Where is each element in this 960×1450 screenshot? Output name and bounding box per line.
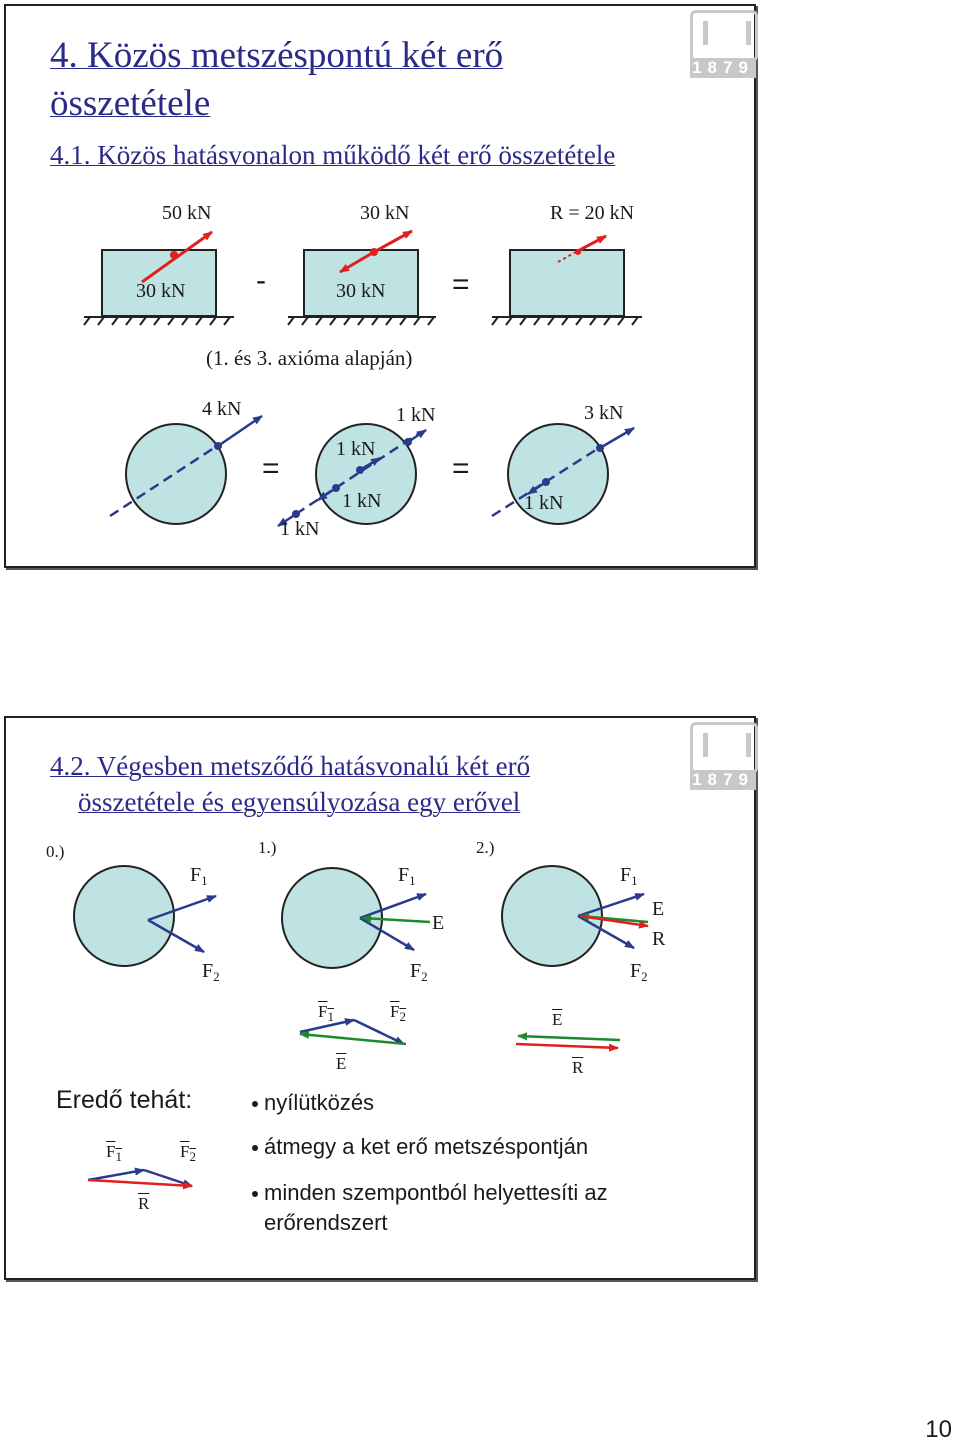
case2-f1: $F_1$ <box>620 864 638 888</box>
bullet-dot-icon <box>252 1191 258 1197</box>
poly1-f2: $F_2$ <box>390 1002 406 1024</box>
bullet-2: átmegy a ket erő metszéspontján <box>252 1134 588 1160</box>
force-pair-2 <box>516 1036 620 1048</box>
case2-e: E <box>652 898 665 920</box>
case0-f1: $F_1$ <box>190 864 208 888</box>
case-2-label: 2.) <box>476 838 495 857</box>
result-polygon <box>88 1170 192 1186</box>
case1-e: E <box>432 912 445 934</box>
case1-f2: $F_2$ <box>410 960 428 984</box>
bullet-dot-icon <box>252 1101 258 1107</box>
page-number: 10 <box>925 1416 952 1443</box>
result-label: Eredő tehát: <box>56 1086 193 1114</box>
pair2-r: $\overline{R}$ <box>572 1058 584 1077</box>
poly1-f1: $F_1$ <box>318 1002 334 1024</box>
title-line-2: összetétele és egyensúlyozása egy erővel <box>78 787 521 817</box>
bullet-3-continuation: erőrendszert <box>264 1210 388 1235</box>
label-3kn: 3 kN <box>584 402 624 424</box>
case-1-label: 1.) <box>258 838 277 857</box>
result-r: $\overline{R}$ <box>138 1194 150 1213</box>
label-r-20kn: R = 20 kN <box>550 202 635 224</box>
label-1kn-mid: 1 kN <box>336 438 376 460</box>
label-50kn: 50 kN <box>162 202 212 224</box>
block-2 <box>288 231 436 325</box>
title-line-1: 4.2. Végesben metsződő hatásvonalú két erő <box>50 751 531 781</box>
axiom-note: (1. és 3. axióma alapján) <box>206 346 413 370</box>
case2-f2: $F_2$ <box>630 960 648 984</box>
slide-2: 1879 4.2. Végesben metsződő hatásvonalú két erő összetétele és egyensúlyozása egy erővel 0.) 1.) 2.) $F_1$ $F_2$ $F_1$ E $F_2$ $F_1$ E R $F_2$ $F_1$ $F_2$ $\overline{E}$ $\overline{E}$ $\overline{R}$ Eredő tehát: $F_1$ $F_2$ $\overline{R}$ nyílütközés átmegy a ket erő metszéspontján minden szempontból helyettesíti az erőrendszert <box>4 716 756 1280</box>
bullet-1: nyílütközés <box>252 1090 374 1116</box>
case-0-label: 0.) <box>46 842 65 861</box>
label-inner-30kn-a: 30 kN <box>136 280 186 302</box>
label-4kn: 4 kN <box>202 398 242 420</box>
label-inner-30kn-b: 30 kN <box>336 280 386 302</box>
circle-1 <box>110 416 262 524</box>
slide-title: 4. Közös metszéspontú két erő összetétele <box>50 35 504 124</box>
bullet-3: minden szempontból helyettesíti az <box>252 1180 608 1206</box>
label-1kn-right: 1 kN <box>524 492 564 514</box>
block-3 <box>492 236 642 325</box>
case0-f2: $F_2$ <box>202 960 220 984</box>
slide-subtitle: 4.1. Közös hatásvonalon működő két erő összetétele <box>50 140 616 170</box>
label-1kn-top: 1 kN <box>396 404 436 426</box>
label-30kn: 30 kN <box>360 202 410 224</box>
result-f1: $F_1$ <box>106 1142 122 1164</box>
label-1kn-bottom: 1 kN <box>280 518 320 540</box>
slide-1: 1879 4. Közös metszéspontú két erő összetétele 4.1. Közös hatásvonalon működő két erő összetétele 50 kN 30 kN R = 20 kN 30 kN 30 kN - = (1. és 3. axióma alapján) 4 kN 1 kN 3 kN 1 kN 1 kN 1 kN 1 kN = = <box>4 4 756 568</box>
bullet-dot-icon <box>252 1145 258 1151</box>
case2-r: R <box>652 928 666 950</box>
equals-sign-1: = <box>452 268 470 301</box>
block-1 <box>84 232 234 325</box>
minus-sign: - <box>256 264 266 297</box>
equals-sign-2: = <box>262 452 280 485</box>
pair2-e: $\overline{E}$ <box>552 1010 563 1029</box>
label-1kn-low: 1 kN <box>342 490 382 512</box>
result-f2: $F_2$ <box>180 1142 196 1164</box>
poly1-e: $\overline{E}$ <box>336 1054 347 1073</box>
case1-f1: $F_1$ <box>398 864 416 888</box>
equals-sign-3: = <box>452 452 470 485</box>
